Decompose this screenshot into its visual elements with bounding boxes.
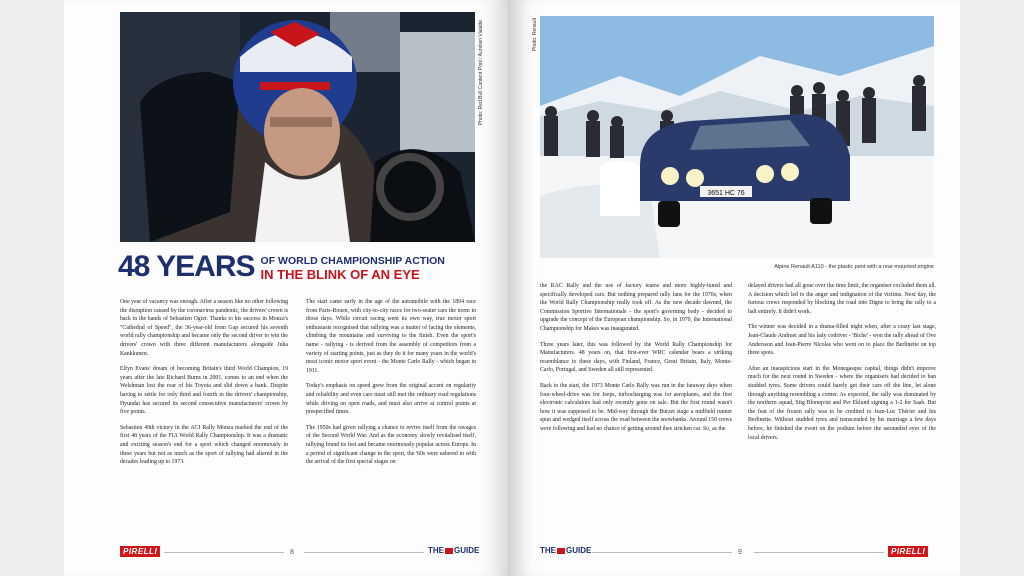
paragraph: Elfyn Evans' dream of becoming Britain's third World Champion, 19 years after the late Richard Burns in 2001, comes to an end when the Welshman lost the rear of his Toyota and slid down a bank. Despite having to settle for only third and fourth in the drivers' championship, Hyundai has secured its second consecutive manufacturers' crown by five points. xyxy=(120,366,288,416)
right-column-2 xyxy=(748,282,936,449)
page-number: 8 xyxy=(290,549,294,556)
mag-logo-right: GUIDE xyxy=(566,546,592,555)
photo-caption: Alpine Renault A110 - the plastic pent with a rear-mounted engine xyxy=(774,264,934,270)
paragraph: After an inauspicious start in the Monegasque capital, things didn't improve much for the next round in Sweden - where the organisers had decided to ban studded tyres. Some drivers could barely get their cars off the line, let alone through anything resembling a corner. As expected, the rally was dominated by the northern squad, Stig Blomqvist and Per Eklund signing a 1-2 for Saab. But the feat of the frozen rally was to be credited to Jean-Luc Thérier and his Berlinette. Without studded tyres and transcended by his marriage a few days before, he finished the event on the podium before the astounded eyes of the local drivers. xyxy=(748,365,936,441)
article-headline xyxy=(118,252,445,282)
photo-credit: Photo: Red Bull Content Pool / Aurelien Vialatte xyxy=(478,20,484,126)
mag-logo-mark xyxy=(557,548,565,554)
left-column-2 xyxy=(306,298,476,474)
photo-credit: Photo: Renault xyxy=(532,18,538,52)
left-page xyxy=(64,0,508,576)
mag-logo-right: GUIDE xyxy=(454,546,480,555)
pirelli-logo: PIRELLI xyxy=(120,546,160,557)
mag-logo-mark xyxy=(445,548,453,554)
footer-rule xyxy=(164,552,284,553)
footer-rule xyxy=(304,552,424,553)
mag-logo-left: THE xyxy=(428,546,444,555)
page-number: 9 xyxy=(738,549,742,556)
magazine-logo xyxy=(540,546,591,555)
paragraph: Back to the start, the 1973 Monte Carlo Rally was run in the faraway days when four-wheel-drive was for Jeeps, turbocharging was for aeroplanes, and the first electronic calculators had only recently gone on sale. But the first round wasn't how it was supposed to be. Mid-way through the Burzet stage a midfield runner spun and wedged itself across the road between the snowbanks. Around 150 crews were following and had no chance of getting around thee stricken car. So, as the xyxy=(540,382,732,432)
headline-sub xyxy=(261,255,445,282)
paragraph: the RAC Rally and the use of factory teams and more highly-tuned and specifically developed cars. But nothing prepared rally fans for the 1970s, when the World Rally Championship really took off. As the new decade dawned, the Commission Sportive Internationale - the sport's governing body - decided to upgrade the concept of the European championship. So, in 1970, the International Championship for Makes was inaugurated. xyxy=(540,283,732,332)
paragraph: delayed drivers had all gone over the time limit, the organiser excluded them all. A decision which led to the anger and indignation of the victims. Next day, the furious crews responded by blocking the road into Digne to bring the rally to a halt entirely. It didn't work. xyxy=(748,283,936,315)
pirelli-logo: PIRELLI xyxy=(888,546,928,557)
mag-logo-left: THE xyxy=(540,546,556,555)
paragraph: The 1950s had given rallying a chance to revive itself from the ravages of the Second World War. And as the economy slowly revitalised itself, rallying found its feet and became enormously popular across Europe. In a period of significant change in the sport, the '60s were ushered in with the arrival of the first special stages on xyxy=(306,424,476,466)
footer-rule xyxy=(592,552,732,553)
right-column-1 xyxy=(540,282,732,441)
headline-line2: IN THE BLINK OF AN EYE xyxy=(260,267,420,282)
magazine-logo xyxy=(428,546,479,555)
paragraph: One year of vacancy was enough. After a season like no other following the disruption caused by the coronavirus pandemic, the drivers' crown is back in the hands of Sebastien Ogier. Thanks to his success in Monza's "Cathedral of Speed", the 36-year-old from Gap secured his seventh world rally championship and became only the second driver to win the drivers' crown with three different manufacturers alongside Juha Kankkunen. xyxy=(120,299,288,357)
paragraph: Three years later, this was followed by the World Rally Championship for Manufacturers. 48 years on, that first-ever WRC calendar bears a striking resemblance to these days, with Finland, France, Great Britain, Italy, Monte-Carlo, Portugal, and Sweden all still represented. xyxy=(540,341,732,374)
paragraph: Sebastien 49th victory in the ACI Rally Monza marked the end of the first 48 years of the FIA World Rally Championship. It was a dramatic and exciting season's end for a sport which changed enormously in these years but not as much as the sport of rallying had altered in the decades leading up to 1973. xyxy=(120,424,288,466)
rally-car-photo xyxy=(540,16,934,258)
paragraph: The winner was decided in a drama-filled night when, after a crazy last stage, Jean-Claude Andruet and his lady codriver - 'Biche' - won the rally ahead of Ove Andersson and Jean-Pierre Nicolas who went on to place the Berlinette on top three spots. xyxy=(748,324,936,357)
right-page xyxy=(508,0,960,576)
footer-rule xyxy=(754,552,884,553)
headline-line1: OF WORLD CHAMPIONSHIP ACTION xyxy=(260,255,445,267)
rally-car-illustration xyxy=(540,16,934,258)
driver-illustration xyxy=(120,12,475,242)
paragraph: The start came early in the age of the automobile with the 1894 race from Paris-Rouen, with city-to-city races for two-seater cars the norm in those days. While circuit racing went its own way, true motor sport enthusiasts recognised that rallying was a matter of facing the elements, climbing the mountains and surviving to the finish. Even the sport's name - rallying - is derived from the assembly of competitors from a variety of starting points, just as they do it for many years in the world's most iconic motor sport event - the Monte Carlo Rally - which began in 1911. xyxy=(306,299,476,374)
driver-photo xyxy=(120,12,475,242)
paragraph: Today's emphasis on speed grew from the original accent on regularity and reliability and even cars must still met the ordinary road regulations while driving on open roads, and must also arrive at control points at prespecified times. xyxy=(306,383,476,416)
headline-big: 48 YEARS xyxy=(118,250,255,283)
left-column-1 xyxy=(120,298,288,474)
car-plate: 3651 HC 76 xyxy=(707,190,745,197)
